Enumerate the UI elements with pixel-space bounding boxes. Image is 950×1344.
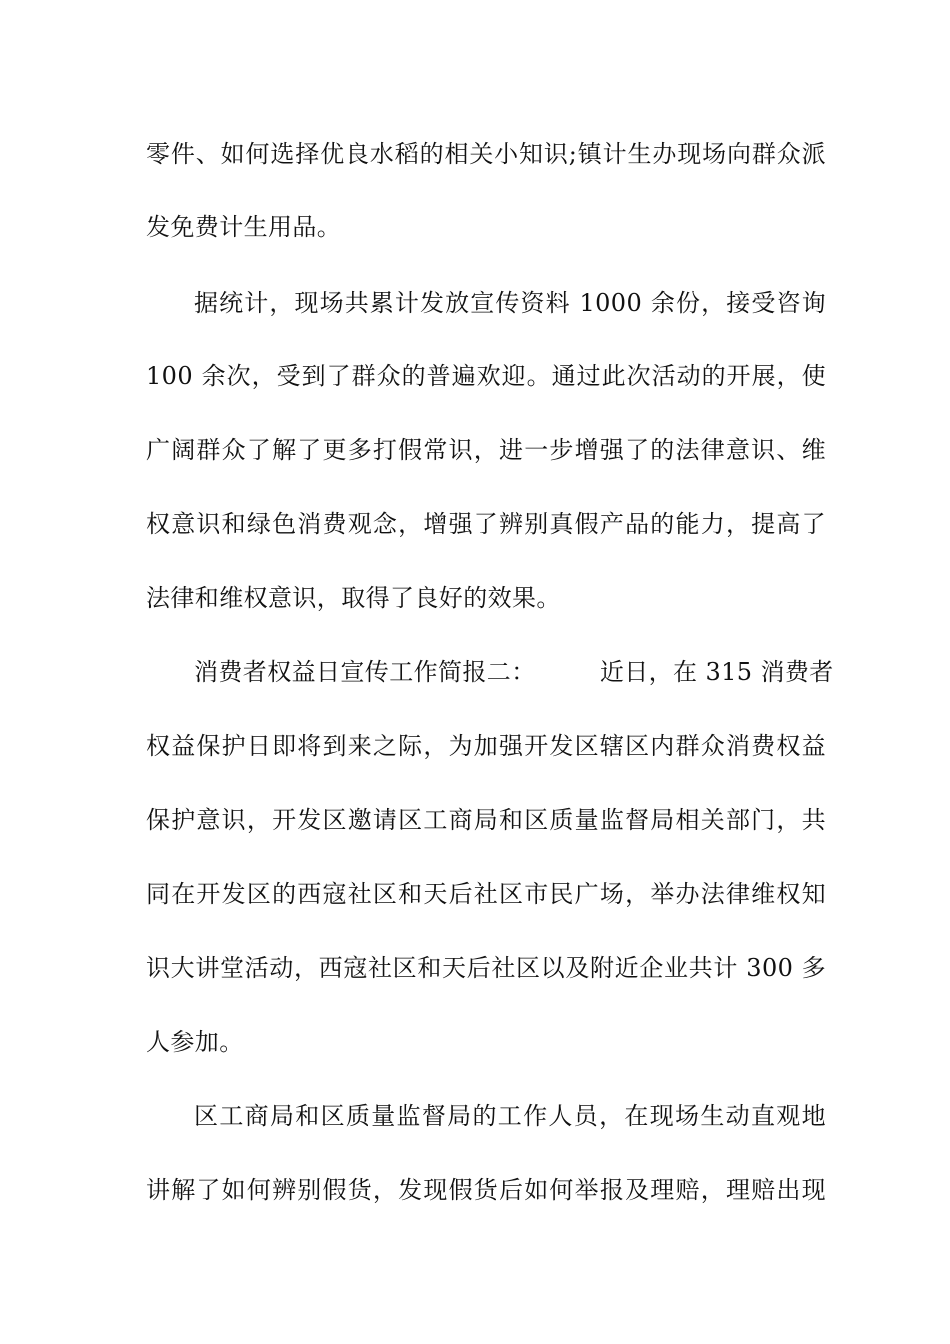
text-line: 权益保护日即将到来之际，为加强开发区辖区内群众消费权益 bbox=[146, 732, 826, 760]
text-line: 识大讲堂活动，西寇社区和天后社区以及附近企业共计 300 多 bbox=[146, 954, 826, 982]
text-line: 区工商局和区质量监督局的工作人员，在现场生动直观地 bbox=[194, 1102, 826, 1130]
text-line: 广阔群众了解了更多打假常识，进一步增强了的法律意识、维 bbox=[146, 436, 826, 464]
text-line: 法律和维权意识，取得了良好的效果。 bbox=[146, 584, 561, 612]
text-line: 零件、如何选择优良水稻的相关小知识;镇计生办现场向群众派 bbox=[146, 140, 826, 168]
text-line: 讲解了如何辨别假货，发现假货后如何举报及理赔，理赔出现 bbox=[146, 1176, 826, 1204]
text-line: 据统计，现场共累计发放宣传资料 1000 余份，接受咨询 bbox=[194, 289, 826, 317]
text-line: 100 余次，受到了群众的普遍欢迎。通过此次活动的开展，使 bbox=[146, 362, 826, 390]
text-line: 人参加。 bbox=[146, 1028, 244, 1056]
text-line: 保护意识，开发区邀请区工商局和区质量监督局相关部门，共 bbox=[146, 806, 826, 834]
text-line: 权意识和绿色消费观念，增强了辨别真假产品的能力，提高了 bbox=[146, 510, 826, 538]
text-line: 消费者权益日宣传工作简报二： 近日，在 315 消费者 bbox=[194, 658, 834, 686]
text-line: 发免费计生用品。 bbox=[146, 213, 342, 241]
text-line: 同在开发区的西寇社区和天后社区市民广场，举办法律维权知 bbox=[146, 880, 826, 908]
